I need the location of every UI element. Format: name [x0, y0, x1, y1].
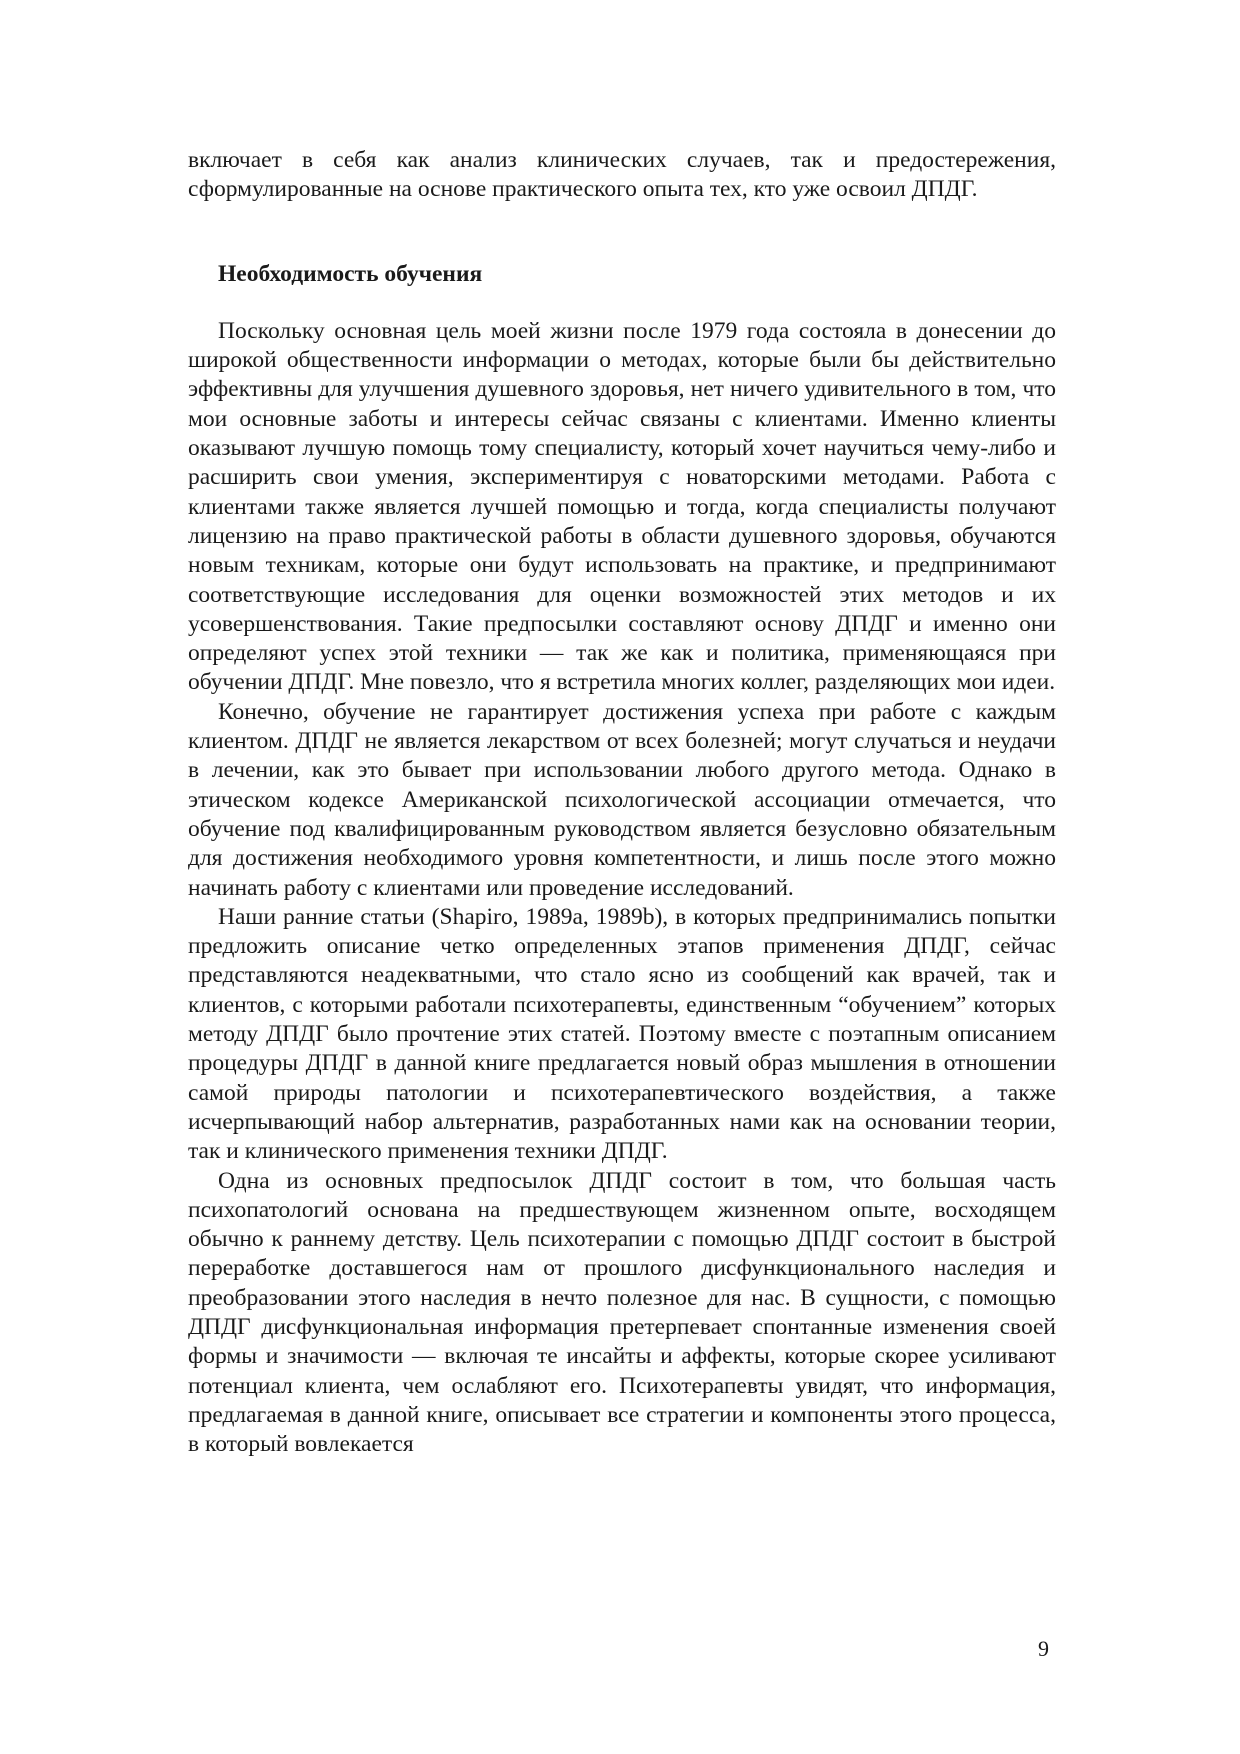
page-body	[188, 146, 1056, 1459]
body-paragraph: Конечно, обучение не гарантирует достижения успеха при работе с каждым клиентом. ДПДГ не является лекарством от всех болезней; могут случаться и неудачи в лечении, как это бывает при использовании любого другого метода. Однако в этическом кодексе Американской психологической ассоциации отмечается, что обучение под квалифицированным руководством является безусловно обязательным для достижения необходимого уровня компетентности, и лишь после этого можно начинать работу с клиентами или проведение исследований.	[188, 698, 1056, 901]
body-paragraph: Наши ранние статьи (Shapiro, 1989a, 1989b), в которых предпринимались попытки предложить описание четко определенных этапов применения ДПДГ, сейчас представляются неадекватными, что стало ясно из сообщений как врачей, так и клиентов, с которыми работали психотерапевты, единственным “обучением” которых методу ДПДГ было прочтение этих статей. Поэтому вместе с поэтапным описанием процедуры ДПДГ в данной книге предлагается новый образ мышления в отношении самой природы патологии и психотерапевтического воздействия, а также исчерпывающий набор альтернатив, разработанных нами как на основании теории, так и клинического применения техники ДПДГ.	[188, 903, 1056, 1165]
body-paragraph: Одна из основных предпосылок ДПДГ состоит в том, что большая часть психопатологий основана на предшествующем жизненном опыте, восходящем обычно к раннему детству. Цель психотерапии с помощью ДПДГ состоит в быстрой переработке доставшегося нам от прошлого дисфункционального наследия и преобразовании этого наследия в нечто полезное для нас. В сущности, с помощью ДПДГ дисфункциональная информация претерпевает спонтанные изменения своей формы и значимости — включая те инсайты и аффекты, которые скорее усиливают потенциал клиента, чем ослабляют его. Психотерапевты увидят, что информация, предлагаемая в данной книге, описывает все стратегии и компоненты этого процесса, в который вовлекается	[188, 1167, 1056, 1458]
page-number: 9	[1038, 1636, 1049, 1661]
body-paragraph: Поскольку основная цель моей жизни после 1979 года состояла в донесении до широкой общественности информации о методах, которые были бы действительно эффективны для улучшения душевного здоровья, нет ничего удивительного в том, что мои основные заботы и интересы сейчас связаны с клиентами. Именно клиенты оказывают лучшую помощь тому специалисту, который хочет научиться чему-либо и расширить свои умения, экспериментируя с новаторскими методами. Работа с клиентами также является лучшей помощью и тогда, когда специалисты получают лицензию на право практической работы в области душевного здоровья, обучаются новым техникам, которые они будут использовать на практике, и предпринимают соответствующие исследования для оценки возможностей этих методов и их усовершенствования. Такие предпосылки составляют основу ДПДГ и именно они определяют успех этой техники — так же как и политика, применяющаяся при обучении ДПДГ. Мне повезло, что я встретила многих коллег, разделяющих мои идеи.	[188, 317, 1056, 696]
section-heading: Необходимость обучения	[218, 260, 483, 287]
intro-paragraph: включает в себя как анализ клинических случаев, так и предостережения, сформулированные на основе практического опыта тех, кто уже освоил ДПДГ.	[188, 147, 1056, 203]
